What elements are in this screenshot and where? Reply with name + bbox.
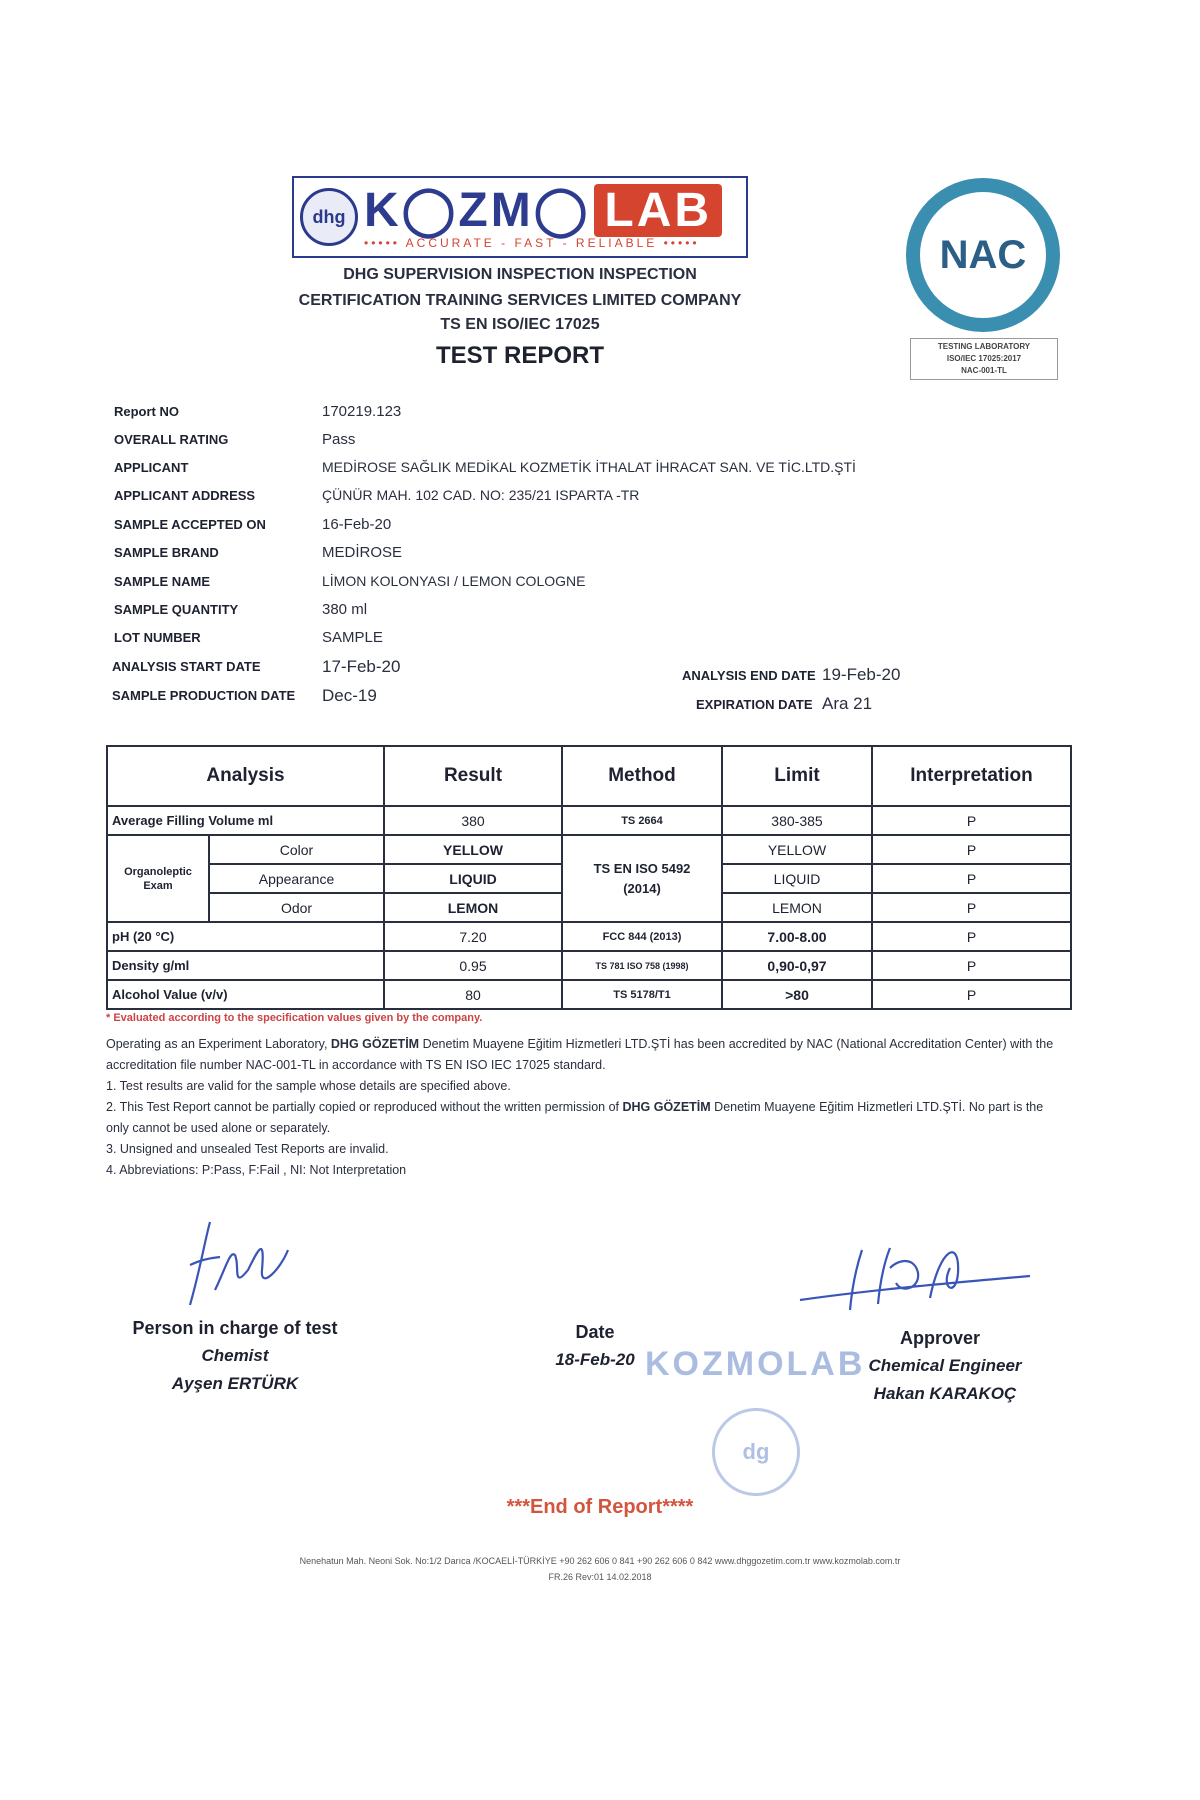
notes-block xyxy=(106,1034,1056,1181)
header-limit: Limit xyxy=(722,746,872,806)
header-interpretation: Interpretation xyxy=(872,746,1071,806)
table-header-row xyxy=(107,746,1071,806)
row-result: LEMON xyxy=(384,893,562,922)
row-interpretation: P xyxy=(872,893,1071,922)
left-role: Person in charge of test xyxy=(132,1318,338,1338)
sample-brand-label: SAMPLE BRAND xyxy=(114,545,219,560)
row-limit: 380-385 xyxy=(722,806,872,835)
organoleptic-method xyxy=(562,835,722,922)
row-result: YELLOW xyxy=(384,835,562,864)
expiration: Ara 21 xyxy=(822,694,873,713)
organoleptic-method-line-1: TS EN ISO 5492 xyxy=(593,860,691,876)
overall-rating: Pass xyxy=(322,431,356,448)
results-table xyxy=(106,745,1072,1010)
note-bold: DHG GÖZETİM xyxy=(330,1037,420,1051)
row-result: 7.20 xyxy=(384,922,562,951)
nac-line-3: NAC-001-TL xyxy=(961,366,1007,375)
standard: TS EN ISO/IEC 17025 xyxy=(440,316,600,333)
sample-quantity: 380 ml xyxy=(322,601,368,618)
report-title: TEST REPORT xyxy=(435,342,604,369)
row-result: 380 xyxy=(384,806,562,835)
header-method: Method xyxy=(562,746,722,806)
row-limit: LEMON xyxy=(722,893,872,922)
note-text: Denetim Muayene Eğitim Hizmetleri LTD.ŞTİ has been accredited by NAC (National Accreditation Center) with the accreditation file number NAC-001-TL in accordance with TS EN ISO IEC 17025 standard. xyxy=(106,1037,1054,1072)
note-text: Denetim Muayene Eğitim Hizmetleri LTD.ŞTİ. No part is the only cannot be used alone or separately. xyxy=(106,1100,1044,1135)
note-text: Operating as an Experiment Laboratory, xyxy=(106,1037,331,1051)
date-label: Date xyxy=(575,1322,615,1342)
analysis-end: 19-Feb-20 xyxy=(822,665,901,684)
row-analysis: Color xyxy=(209,835,384,864)
evaluated-note: * Evaluated according to the specification values given by the company. xyxy=(106,1012,483,1024)
note-2 xyxy=(106,1097,1056,1139)
kozmolab-logo xyxy=(292,176,748,258)
expiration-label: EXPIRATION DATE xyxy=(696,697,813,712)
table-row xyxy=(107,980,1071,1009)
row-limit: >80 xyxy=(722,980,872,1009)
seal-stamp-icon: dg xyxy=(712,1408,800,1496)
left-title: Chemist xyxy=(201,1346,269,1365)
table-row xyxy=(107,951,1071,980)
organoleptic-cell xyxy=(107,835,209,922)
row-analysis: Density g/ml xyxy=(107,951,384,980)
exam-label: Exam xyxy=(143,879,173,892)
note-4: 4. Abbreviations: P:Pass, F:Fail , NI: Not Interpretation xyxy=(106,1163,407,1177)
table-row xyxy=(107,806,1071,835)
right-name: Hakan KARAKOÇ xyxy=(873,1384,1017,1403)
logo-letters-zm: ZM xyxy=(458,184,534,237)
overall-rating-label: OVERALL RATING xyxy=(114,432,229,447)
row-interpretation: P xyxy=(872,835,1071,864)
row-limit: LIQUID xyxy=(722,864,872,893)
note-3: 3. Unsigned and unsealed Test Reports are invalid. xyxy=(106,1142,389,1156)
row-interpretation: P xyxy=(872,951,1071,980)
row-result: 0.95 xyxy=(384,951,562,980)
report-no: 170219.123 xyxy=(322,403,402,420)
header-analysis: Analysis xyxy=(107,746,384,806)
table-row xyxy=(107,922,1071,951)
sample-accepted: 16-Feb-20 xyxy=(322,516,392,533)
footer-form-code: FR.26 Rev:01 14.02.2018 xyxy=(548,1572,652,1582)
chemist-signature-icon xyxy=(170,1210,300,1320)
logo-tagline: ••••• ACCURATE - FAST - RELIABLE ••••• xyxy=(364,236,700,250)
signature-date: 18-Feb-20 xyxy=(555,1350,635,1369)
company-line-2: CERTIFICATION TRAINING SERVICES LIMITED COMPANY xyxy=(298,292,742,309)
nac-badge-icon xyxy=(906,178,1060,332)
row-analysis: Alcohol Value (v/v) xyxy=(107,980,384,1009)
row-limit: 0,90-0,97 xyxy=(722,951,872,980)
nac-line-2: ISO/IEC 17025:2017 xyxy=(946,354,1022,363)
production-date-label: SAMPLE PRODUCTION DATE xyxy=(112,688,296,703)
logo-lab: LAB xyxy=(594,184,722,237)
accreditation-note xyxy=(106,1034,1056,1076)
end-of-report: ***End of Report**** xyxy=(506,1496,694,1518)
nac-line-1: TESTING LABORATORY xyxy=(937,342,1031,351)
logo-wordmark xyxy=(364,182,722,238)
report-no-label: Report NO xyxy=(114,404,179,419)
logo-letter-k: K xyxy=(364,184,402,237)
nac-label xyxy=(910,338,1058,380)
row-interpretation: P xyxy=(872,806,1071,835)
row-analysis: Odor xyxy=(209,893,384,922)
lot-number: SAMPLE xyxy=(322,629,383,646)
company-stamp: KOZMOLAB xyxy=(645,1345,866,1383)
row-interpretation: P xyxy=(872,864,1071,893)
row-analysis: Appearance xyxy=(209,864,384,893)
row-result: LIQUID xyxy=(384,864,562,893)
dhg-logo-icon: dhg xyxy=(300,188,358,246)
row-method: TS 781 ISO 758 (1998) xyxy=(562,951,722,980)
lot-number-label: LOT NUMBER xyxy=(114,630,201,645)
row-limit: YELLOW xyxy=(722,835,872,864)
analysis-end-label: ANALYSIS END DATE xyxy=(682,668,816,683)
row-analysis: pH (20 °C) xyxy=(107,922,384,951)
sample-brand: MEDİROSE xyxy=(322,544,403,561)
analysis-start-label: ANALYSIS START DATE xyxy=(112,659,261,674)
applicant: MEDİROSE SAĞLIK MEDİKAL KOZMETİK İTHALAT İHRACAT SAN. VE TİC.LTD.ŞTİ xyxy=(322,459,856,475)
right-role: Approver xyxy=(899,1328,980,1348)
sample-accepted-label: SAMPLE ACCEPTED ON xyxy=(114,517,266,532)
note-bold: DHG GÖZETİM xyxy=(622,1100,711,1114)
approver-signature-icon xyxy=(790,1228,1040,1328)
header-result: Result xyxy=(384,746,562,806)
production-date: Dec-19 xyxy=(322,686,377,705)
row-method: FCC 844 (2013) xyxy=(562,922,722,951)
company-line-1: DHG SUPERVISION INSPECTION INSPECTION xyxy=(343,266,697,283)
row-result: 80 xyxy=(384,980,562,1009)
row-interpretation: P xyxy=(872,922,1071,951)
flask-icon: ◯ xyxy=(533,184,591,237)
note-1: 1. Test results are valid for the sample whose details are specified above. xyxy=(106,1079,511,1093)
flask-icon: ◯ xyxy=(401,184,459,237)
note-text: 2. This Test Report cannot be partially copied or reproduced without the written permission of xyxy=(106,1100,623,1114)
organoleptic-method-line-2: (2014) xyxy=(623,880,661,896)
sample-quantity-label: SAMPLE QUANTITY xyxy=(114,602,239,617)
row-analysis: Average Filling Volume ml xyxy=(107,806,384,835)
sample-name-label: SAMPLE NAME xyxy=(114,574,211,589)
applicant-address-label: APPLICANT ADDRESS xyxy=(114,488,256,503)
right-title: Chemical Engineer xyxy=(868,1356,1022,1375)
applicant-address: ÇÜNÜR MAH. 102 CAD. NO: 235/21 ISPARTA -TR xyxy=(322,487,640,503)
table-row xyxy=(107,835,1071,864)
row-method: TS 2664 xyxy=(562,806,722,835)
analysis-start: 17-Feb-20 xyxy=(322,657,401,676)
row-limit: 7.00-8.00 xyxy=(722,922,872,951)
organoleptic-label: Organoleptic xyxy=(124,865,192,878)
applicant-label: APPLICANT xyxy=(114,460,189,475)
footer-address: Nenehatun Mah. Neoni Sok. No:1/2 Darıca /KOCAELİ-TÜRKİYE +90 262 606 0 841 +90 262 606 0 842 www.dhggozetim.com.tr www.kozmolab.com.tr xyxy=(299,1556,901,1566)
row-interpretation: P xyxy=(872,980,1071,1009)
sample-name: LİMON KOLONYASI / LEMON COLOGNE xyxy=(322,573,586,589)
left-name: Ayşen ERTÜRK xyxy=(171,1374,299,1393)
row-method: TS 5178/T1 xyxy=(562,980,722,1009)
nac-mark: NAC xyxy=(939,232,1027,277)
